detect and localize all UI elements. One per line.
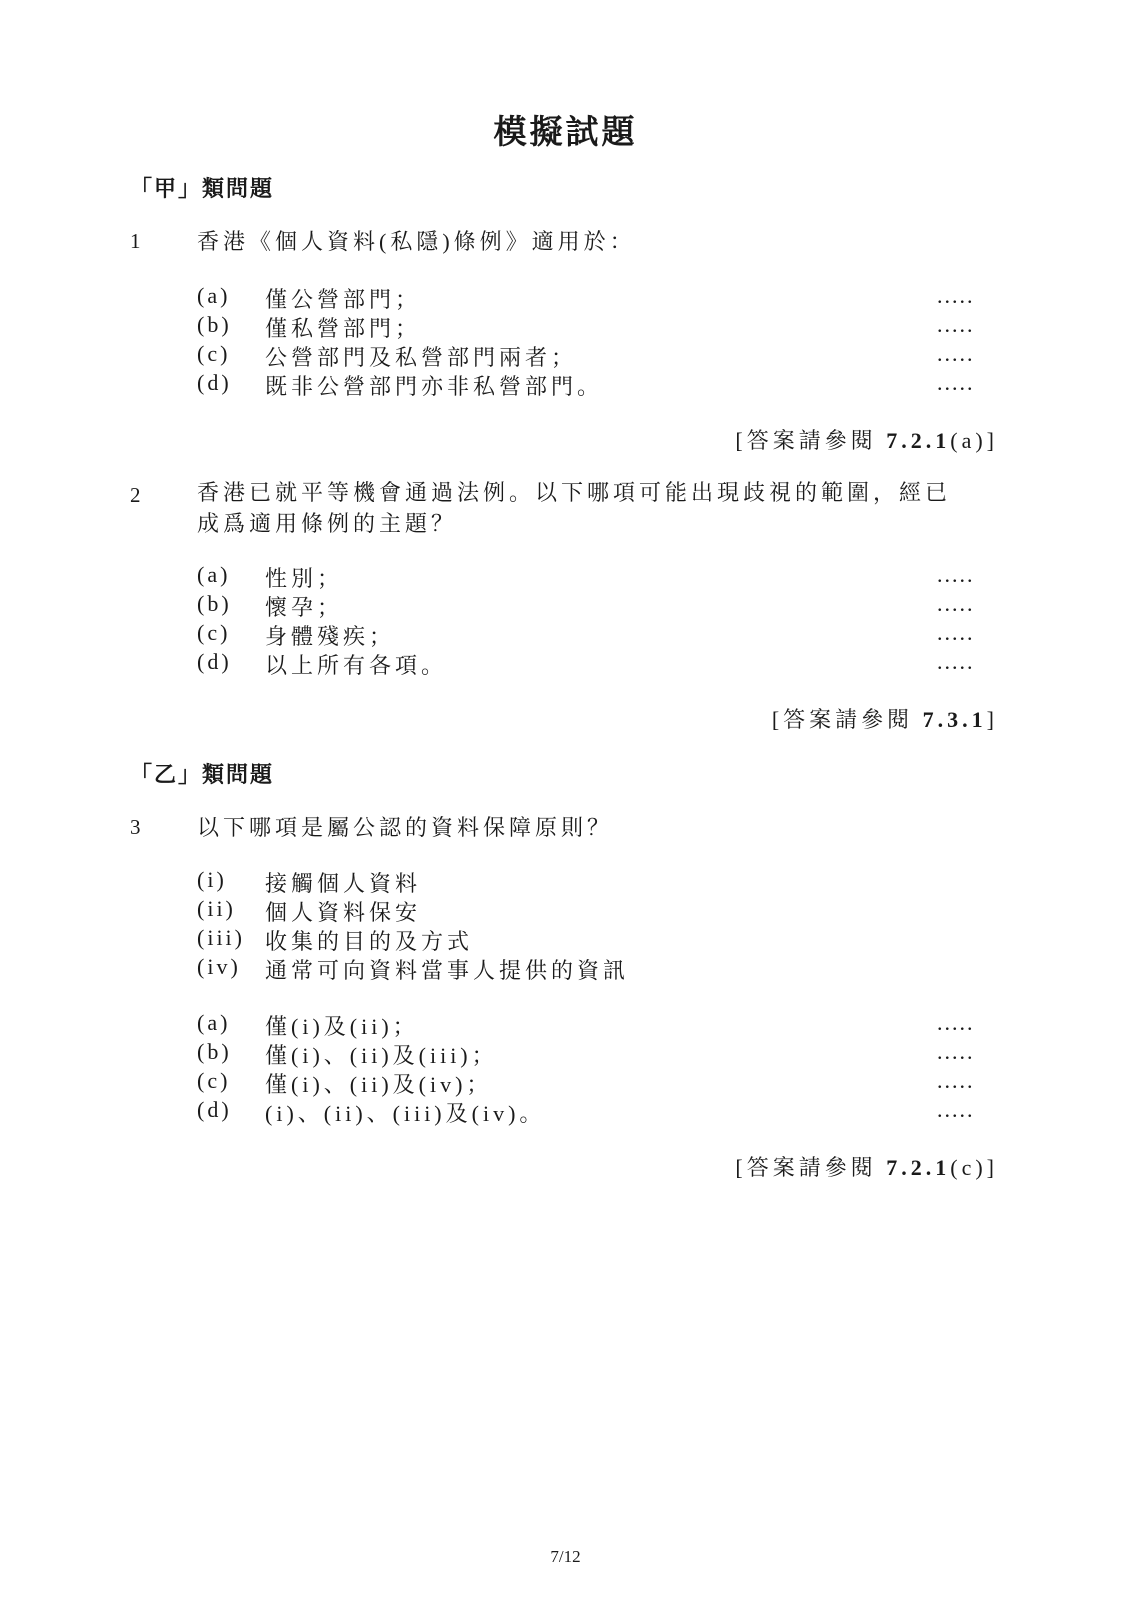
statement-item	[197, 896, 997, 926]
statement-item	[197, 867, 997, 897]
question-number: 2	[130, 483, 141, 507]
option-text: 僅(i)、(ii)及(iii)；	[265, 1043, 498, 1068]
option-dots: .....	[937, 562, 975, 587]
option-dots: .....	[937, 620, 975, 645]
option-label: (a)	[197, 283, 231, 308]
option-row	[197, 562, 997, 592]
answer-suffix: ]	[986, 707, 998, 732]
option-dots: .....	[937, 591, 975, 616]
question-text	[197, 226, 997, 257]
option-row	[197, 649, 997, 679]
option-row	[197, 312, 997, 342]
option-row	[197, 620, 997, 650]
answer-reference	[735, 424, 998, 455]
answer-suffix: (a)]	[950, 428, 998, 453]
option-text: 既非公營部門亦非私營部門。	[265, 374, 604, 399]
statement-item	[197, 925, 997, 955]
option-row	[197, 1097, 997, 1127]
option-text: 公營部門及私營部門兩者；	[265, 345, 578, 370]
answer-section-number: 7.3.1	[922, 707, 987, 732]
item-text: 通常可向資料當事人提供的資訊	[265, 958, 630, 983]
answer-prefix: [答案請參閱	[771, 707, 923, 732]
question-number: 3	[130, 815, 141, 839]
option-label: (d)	[197, 1097, 232, 1122]
answer-prefix: [答案請參閱	[735, 1155, 887, 1180]
option-text: 性別；	[265, 566, 344, 591]
item-label: (i)	[197, 867, 227, 892]
option-dots: .....	[937, 341, 975, 366]
answer-section-number: 7.2.1	[886, 428, 951, 453]
option-row	[197, 283, 997, 313]
question-number: 1	[130, 229, 141, 253]
option-text: 懷孕；	[265, 595, 344, 620]
option-row	[197, 1039, 997, 1069]
question-text-line: 成爲適用條例的主題？	[197, 511, 458, 536]
item-text: 個人資料保安	[265, 900, 422, 925]
page-number: 7/12	[550, 1547, 581, 1566]
statement-item	[197, 954, 997, 984]
page-title: 模擬試題	[493, 115, 638, 151]
option-label: (b)	[197, 312, 232, 337]
option-text: 僅公營部門；	[265, 287, 422, 312]
item-label: (iv)	[197, 954, 241, 979]
option-label: (d)	[197, 370, 232, 395]
option-text: 僅私營部門；	[265, 316, 422, 341]
option-dots: .....	[937, 1068, 975, 1093]
item-text: 接觸個人資料	[265, 871, 422, 896]
answer-prefix: [答案請參閱	[735, 428, 887, 453]
question-text-line: 香港已就平等機會通過法例。以下哪項可能出現歧視的範圍，經已	[197, 480, 952, 505]
section-heading-a: 「甲」類問題	[130, 176, 275, 201]
item-label: (iii)	[197, 925, 245, 950]
option-text: (i)、(ii)、(iii)及(iv)。	[265, 1101, 546, 1126]
option-dots: .....	[937, 1010, 975, 1035]
option-text: 以上所有各項。	[265, 653, 448, 678]
option-label: (b)	[197, 1039, 232, 1064]
question-text	[197, 812, 997, 843]
question-text	[197, 477, 997, 539]
option-dots: .....	[937, 312, 975, 337]
option-label: (b)	[197, 591, 232, 616]
option-text: 僅(i)、(ii)及(iv)；	[265, 1072, 493, 1097]
option-text: 僅(i)及(ii)；	[265, 1014, 419, 1039]
option-label: (c)	[197, 341, 231, 366]
option-text: 身體殘疾；	[265, 624, 396, 649]
item-label: (ii)	[197, 896, 236, 921]
item-text: 收集的目的及方式	[265, 929, 474, 954]
option-row	[197, 591, 997, 621]
question-text-line: 以下哪項是屬公認的資料保障原則？	[197, 815, 614, 840]
option-label: (c)	[197, 1068, 231, 1093]
option-row	[197, 1010, 997, 1040]
option-row	[197, 370, 997, 400]
answer-section-number: 7.2.1	[886, 1155, 951, 1180]
option-dots: .....	[937, 1039, 975, 1064]
option-label: (d)	[197, 649, 232, 674]
option-dots: .....	[937, 649, 975, 674]
option-label: (a)	[197, 562, 231, 587]
option-label: (c)	[197, 620, 231, 645]
answer-suffix: (c)]	[950, 1155, 998, 1180]
option-row	[197, 1068, 997, 1098]
section-heading-b: 「乙」類問題	[130, 762, 275, 787]
option-dots: .....	[937, 283, 975, 308]
answer-reference	[772, 703, 998, 734]
option-dots: .....	[937, 370, 975, 395]
option-dots: .....	[937, 1097, 975, 1122]
question-text-line: 香港《個人資料(私隱)條例》適用於：	[197, 229, 636, 254]
option-row	[197, 341, 997, 371]
option-label: (a)	[197, 1010, 231, 1035]
answer-reference	[735, 1151, 998, 1182]
